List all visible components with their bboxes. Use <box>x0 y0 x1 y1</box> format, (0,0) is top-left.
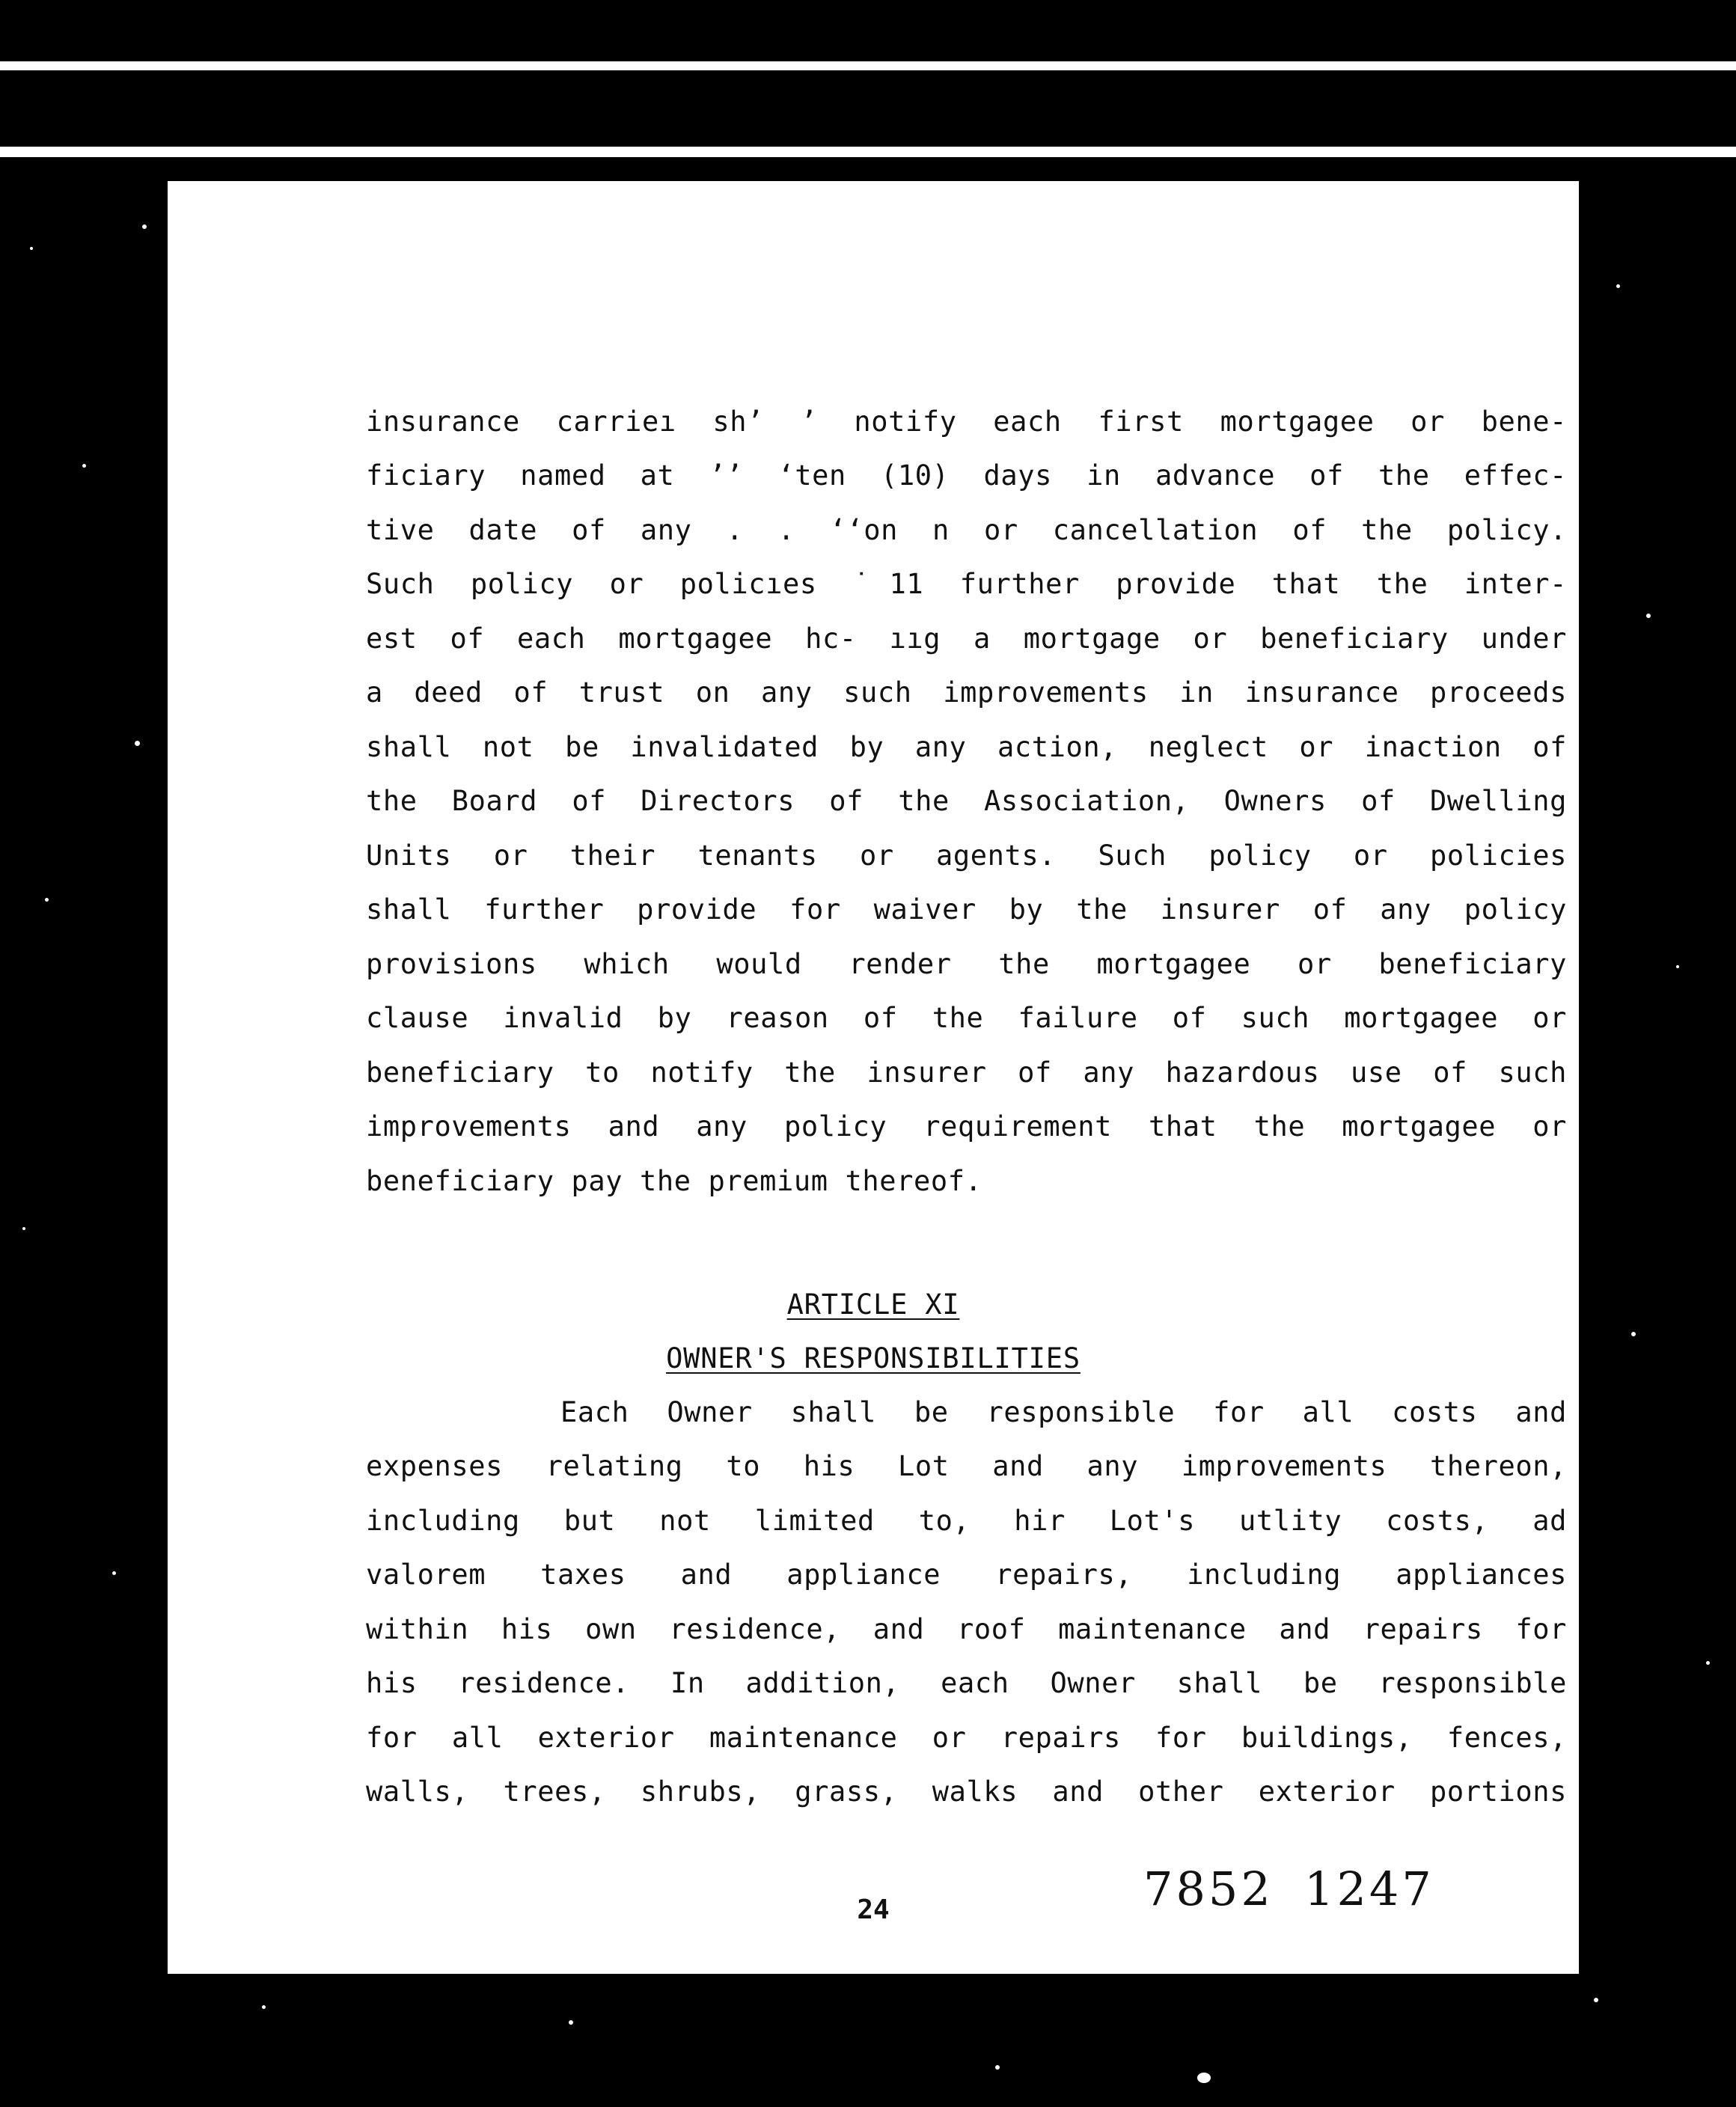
text-line: including but not limited to, hir Lot's utlity costs, ad <box>366 1505 1567 1537</box>
recording-stamp-book: 7852 <box>1143 1862 1274 1916</box>
text-line: shall not be invalidated by any action, neglect or inaction of <box>366 731 1567 763</box>
text-line: his residence. In addition, each Owner shall be responsible <box>366 1667 1567 1699</box>
text-line: Such policy or policıes ˙11 further provide that the inter- <box>366 568 1567 600</box>
text-line: improvements and any policy requirement that the mortgagee or <box>366 1110 1567 1143</box>
scan-speck <box>1197 2073 1211 2083</box>
scan-speck <box>1594 1998 1598 2002</box>
text-line: a deed of trust on any such improvements in insurance proceeds <box>366 676 1567 709</box>
text-line: clause invalid by reason of the failure of such mortgagee or <box>366 1002 1567 1034</box>
text-line: expenses relating to his Lot and any improvements thereon, <box>366 1450 1567 1482</box>
scan-speck <box>30 247 33 250</box>
text-line: shall further provide for waiver by the insurer of any policy <box>366 893 1567 926</box>
recording-stamp-page: 1247 <box>1304 1862 1434 1916</box>
text-line: insurance carrieı sh’ ’ notify each first mortgagee or bene- <box>366 406 1567 438</box>
document-page <box>168 181 1579 1974</box>
text-line: for all exterior maintenance or repairs for buildings, fences, <box>366 1722 1567 1754</box>
scan-rule-line <box>0 147 1736 157</box>
text-line: beneficiary pay the premium thereof. <box>366 1165 982 1197</box>
text-line: the Board of Directors of the Association, Owners of Dwelling <box>366 785 1567 817</box>
scan-speck <box>262 2005 266 2009</box>
scan-rule-line <box>0 61 1736 70</box>
scan-speck <box>135 741 140 746</box>
scan-speck <box>112 1571 116 1575</box>
text-line: within his own residence, and roof maintenance and repairs for <box>366 1613 1567 1645</box>
article-title: OWNER'S RESPONSIBILITIES <box>666 1342 1081 1374</box>
scan-speck <box>22 1227 25 1230</box>
scan-speck <box>1706 1661 1710 1665</box>
scan-speck <box>1646 614 1651 618</box>
text-line: Units or their tenants or agents. Such policy or policies <box>366 840 1567 872</box>
article-heading: ARTICLE XI <box>786 1288 960 1321</box>
text-line: ficiary named at ’’ ʻten (10) days in advance of the effec- <box>366 459 1567 492</box>
page-number: 24 <box>857 1895 890 1925</box>
scan-speck <box>142 224 147 229</box>
scan-speck <box>45 898 49 902</box>
text-line: est of each mortgagee hc‐ ııg a mortgage or beneficiary under <box>366 623 1567 655</box>
scan-speck <box>995 2065 1000 2070</box>
scan-speck <box>1676 965 1679 968</box>
scan-speck <box>569 2020 573 2025</box>
scan-speck <box>82 464 86 468</box>
text-line: Each Owner shall be responsible for all costs and <box>560 1396 1567 1428</box>
text-line: provisions which would render the mortgagee or beneficiary <box>366 948 1567 980</box>
text-line: valorem taxes and appliance repairs, including appliances <box>366 1559 1567 1591</box>
scan-speck <box>1631 1332 1636 1336</box>
text-line: tive date of any . . ‘‘on n or cancellation of the policy. <box>366 514 1567 546</box>
text-line: walls, trees, shrubs, grass, walks and other exterior portions <box>366 1776 1567 1808</box>
text-line: beneficiary to notify the insurer of any hazardous use of such <box>366 1056 1567 1089</box>
scan-speck <box>1616 284 1620 288</box>
